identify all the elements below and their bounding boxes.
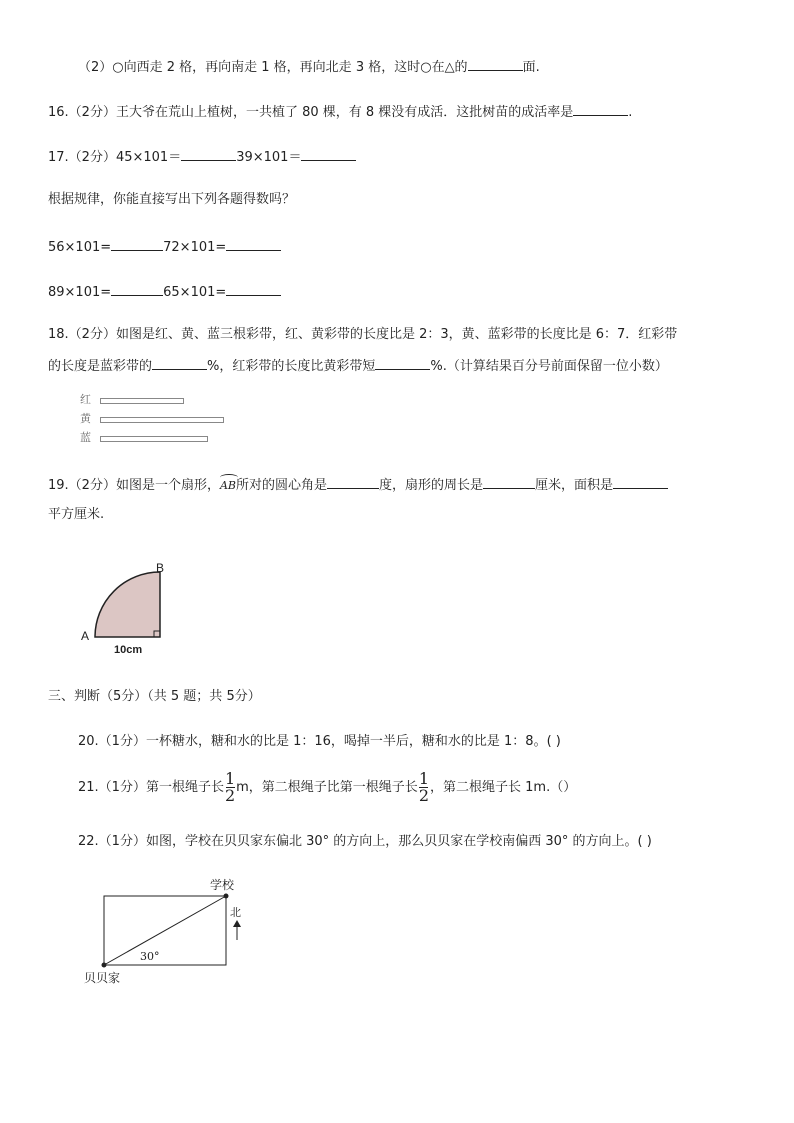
- q19-text-c: 度，扇形的周长是: [379, 478, 484, 493]
- q17-row1-a: 56×101=: [48, 240, 112, 255]
- q17-row2-b: 65×101=: [163, 285, 227, 300]
- question-17: [48, 146, 356, 167]
- ribbon-label-blue: 蓝: [80, 431, 91, 444]
- north-arrow-icon: [233, 920, 241, 927]
- arc-ab-symbol: AB: [220, 477, 236, 495]
- q21-text-b: m，第二根绳子比第一根绳子长: [236, 780, 418, 795]
- q17-part-b: 39×101＝: [236, 150, 302, 165]
- ribbon-figure: [80, 394, 220, 446]
- q16-text-end: .: [628, 105, 633, 120]
- fraction-b-numerator: 1: [418, 769, 429, 788]
- q17-row-1: [48, 236, 281, 257]
- q19-text-d: 厘米，面积是: [535, 478, 614, 493]
- q17-row2-blank-b[interactable]: [226, 281, 281, 296]
- q17-row2-blank-a[interactable]: [111, 281, 163, 296]
- home-label: 贝贝家: [84, 971, 121, 985]
- ribbon-label-red: 红: [80, 393, 91, 406]
- ribbon-blue: [100, 436, 208, 442]
- sector-shape: [95, 572, 160, 637]
- ribbon-yellow: [100, 417, 224, 423]
- q18-blank-b[interactable]: [375, 355, 430, 370]
- school-label: 学校: [210, 878, 235, 892]
- question-19-line-2: 平方厘米.: [48, 507, 105, 522]
- q15-answer-blank[interactable]: [468, 56, 523, 71]
- q17-blank-a[interactable]: [181, 146, 236, 161]
- q17-rule-text: 根据规律，你能直接写出下列各题得数吗？: [48, 192, 296, 207]
- q19-blank-area[interactable]: [613, 474, 668, 489]
- fraction-one-half-a: [224, 769, 236, 805]
- q18-blank-a[interactable]: [152, 355, 207, 370]
- q17-row2-a: 89×101=: [48, 285, 112, 300]
- q19-blank-perimeter[interactable]: [483, 474, 535, 489]
- q18-text-c: %.（计算结果百分号前面保留一位小数）: [430, 359, 668, 374]
- ribbon-red: [100, 398, 184, 404]
- question-15-part-2: [78, 56, 540, 77]
- school-point: [224, 894, 229, 899]
- fraction-b-denominator: 2: [418, 786, 429, 805]
- direction-line: [104, 896, 226, 965]
- q18-text-a: 的长度是蓝彩带的: [48, 359, 153, 374]
- q17-blank-b[interactable]: [301, 146, 356, 161]
- q17-row1-blank-a[interactable]: [111, 236, 163, 251]
- sector-figure: [78, 560, 188, 660]
- question-18-line-2: [48, 355, 668, 376]
- sector-radius-label: 10cm: [114, 644, 143, 656]
- fraction-one-half-b: [418, 769, 429, 805]
- fraction-a-numerator: 1: [224, 769, 236, 788]
- section-3-title: 三、判断（5分）（共 5 题；共 5分）: [48, 689, 261, 704]
- question-21: [78, 769, 577, 805]
- question-20: 20.（1分）一杯糖水，糖和水的比是 1：16，喝掉一半后，糖和水的比是 1：8。( ): [78, 734, 561, 749]
- q18-text-b: %，红彩带的长度比黄彩带短: [207, 359, 376, 374]
- ribbon-label-yellow: 黄: [80, 412, 91, 425]
- q17-row1-blank-b[interactable]: [226, 236, 281, 251]
- question-16: [48, 101, 632, 122]
- q16-text: 16.（2分）王大爷在荒山上植树，一共植了 80 棵，有 8 棵没有成活．这批树苗的成活率是: [48, 105, 574, 120]
- question-19-line-1: [48, 474, 668, 495]
- sector-label-a: A: [81, 629, 90, 643]
- question-22: 22.（1分）如图，学校在贝贝家东偏北 30° 的方向上，那么贝贝家在学校南偏西 30° 的方向上。( ): [78, 834, 652, 849]
- north-label: 北: [230, 906, 241, 919]
- q19-text-b: 所对的圆心角是: [235, 478, 327, 493]
- fraction-a-denominator: 2: [224, 786, 236, 805]
- question-18-line-1: 18.（2分）如图是红、黄、蓝三根彩带，红、黄彩带的长度比是 2：3，黄、蓝彩带的长度比是 6：7．红彩带: [48, 327, 678, 342]
- direction-map-figure: [82, 876, 262, 991]
- angle-label: 30°: [140, 950, 160, 963]
- q21-text-c: ，第二根绳子长 1m.（）: [430, 780, 577, 795]
- q19-blank-angle[interactable]: [327, 474, 379, 489]
- q15-text-b: 面.: [522, 60, 540, 75]
- q15-text-a: （2）○向西走 2 格，再向南走 1 格，再向北走 3 格，这时○在△的: [78, 60, 468, 75]
- home-point: [102, 963, 107, 968]
- sector-label-b: B: [156, 561, 165, 575]
- q21-text-a: 21.（1分）第一根绳子长: [78, 780, 224, 795]
- q19-text-a: 19.（2分）如图是一个扇形，: [48, 478, 220, 493]
- q17-row-2: [48, 281, 281, 302]
- q17-part-a: 17.（2分）45×101＝: [48, 150, 182, 165]
- q16-answer-blank[interactable]: [573, 101, 628, 116]
- q17-row1-b: 72×101=: [163, 240, 227, 255]
